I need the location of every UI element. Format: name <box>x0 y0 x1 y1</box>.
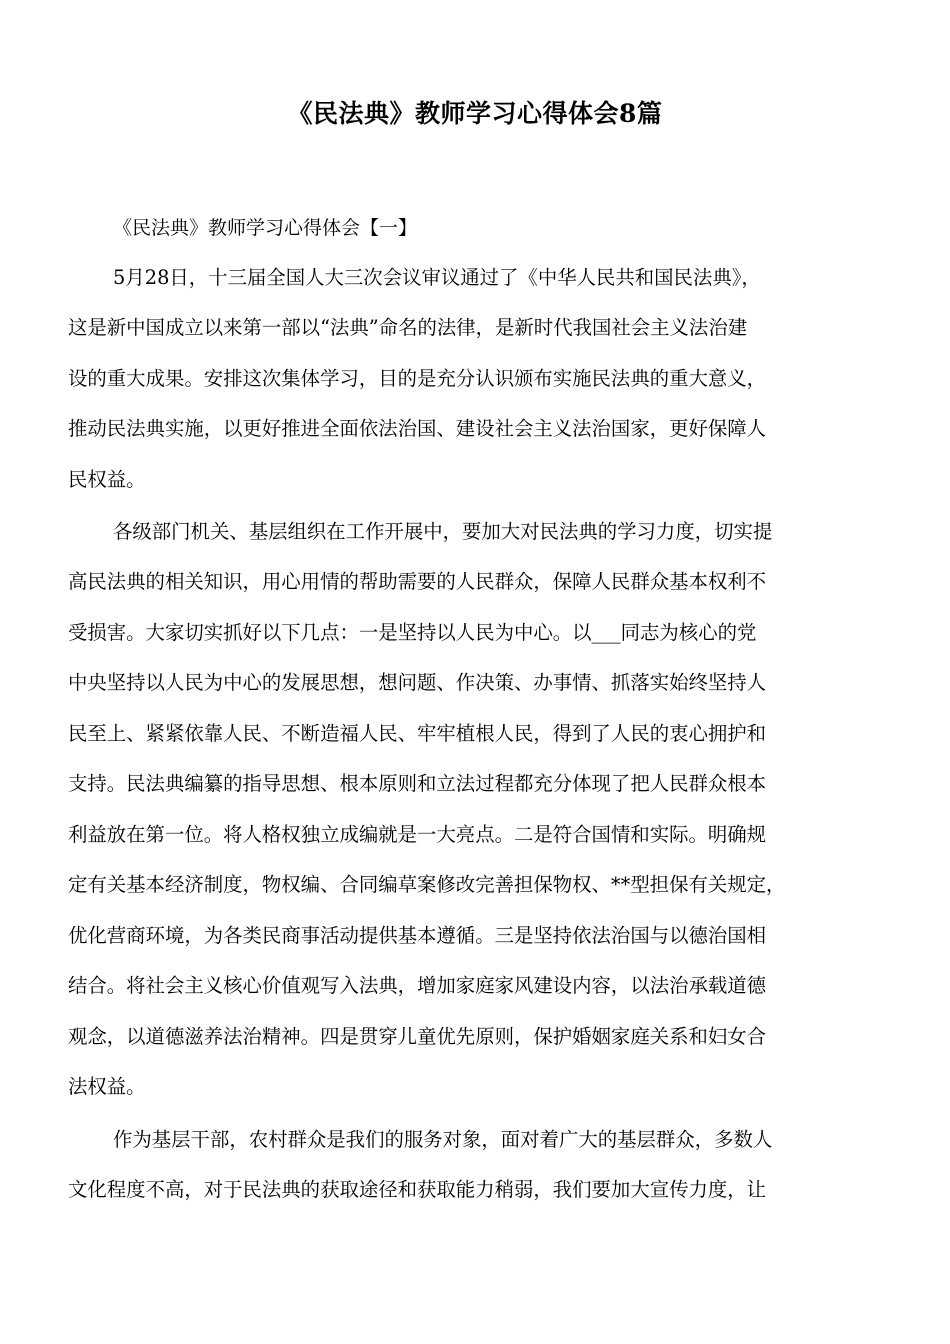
text-line: 优化营商环境，为各类民商事活动提供基本遵循。三是坚持依法治国与以德治国相 <box>68 924 767 947</box>
text-line: 中央坚持以人民为中心的发展思想，想问题、作决策、办事情、抓落实始终坚持人 <box>68 671 767 694</box>
text-line: 推动民法典实施，以更好推进全面依法治国、建设社会主义法治国家，更好保障人 <box>68 417 767 440</box>
section-heading: 《民法典》教师学习心得体会【一】 <box>113 217 418 239</box>
text-line: 观念，以道德滋养法治精神。四是贯穿儿童优先原则，保护婚姻家庭关系和妇女合 <box>68 1025 767 1048</box>
text-line: 5月28日，十三届全国人大三次会议审议通过了《中华人民共和国民法典》， <box>113 266 761 289</box>
text-line: 利益放在第一位。将人格权独立成编就是一大亮点。二是符合国情和实际。明确规 <box>68 823 767 846</box>
text-line: 高民法典的相关知识，用心用情的帮助需要的人民群众，保障人民群众基本权利不 <box>68 570 767 593</box>
text-line: 支持。民法典编纂的指导思想、根本原则和立法过程都充分体现了把人民群众根本 <box>68 772 767 795</box>
text-line: 受损害。大家切实抓好以下几点：一是坚持以人民为中心。以___同志为核心的党 <box>68 621 757 644</box>
text-line: 民权益。 <box>68 468 146 491</box>
text-line: 法权益。 <box>68 1075 146 1098</box>
text-line: 各级部门机关、基层组织在工作开展中，要加大对民法典的学习力度，切实提 <box>113 520 773 543</box>
text-line: 设的重大成果。安排这次集体学习，目的是充分认识颁布实施民法典的重大意义， <box>68 367 767 390</box>
document-title: 《民法典》教师学习心得体会8篇 <box>287 99 663 128</box>
text-line: 作为基层干部，农村群众是我们的服务对象，面对着广大的基层群众，多数人 <box>113 1128 773 1151</box>
text-line: 文化程度不高，对于民法典的获取途径和获取能力稍弱，我们要加大宣传力度，让 <box>68 1178 767 1201</box>
text-line: 民至上、紧紧依靠人民、不断造福人民、牢牢植根人民，得到了人民的衷心拥护和 <box>68 722 767 745</box>
text-line: 定有关基本经济制度，物权编、合同编草案修改完善担保物权、**型担保有关规定， <box>68 873 786 896</box>
text-line: 这是新中国成立以来第一部以“法典”命名的法律，是新时代我国社会主义法治建 <box>68 316 748 339</box>
text-line: 结合。将社会主义核心价值观写入法典，增加家庭家风建设内容，以法治承载道德 <box>68 974 767 997</box>
